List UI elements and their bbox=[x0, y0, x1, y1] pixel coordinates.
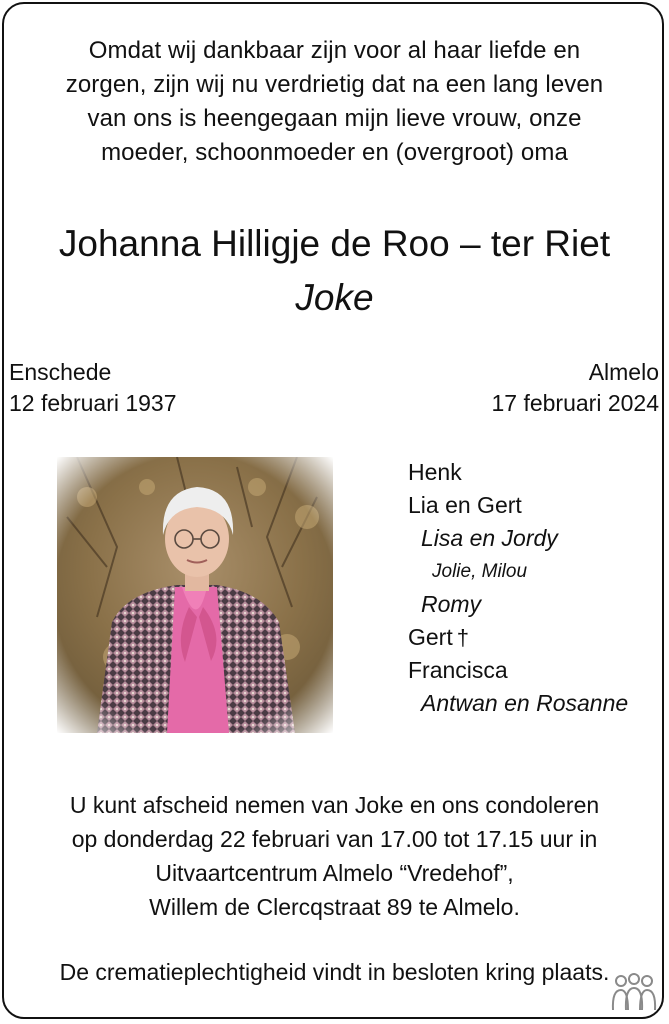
closing-text: De crematieplechtigheid vindt in besloten kring plaats. bbox=[59, 959, 610, 985]
grandchild-entry: Antwan en Rosanne bbox=[421, 690, 629, 716]
visitation-text bbox=[0, 788, 669, 924]
death-info bbox=[491, 357, 659, 419]
visitation-line: Willem de Clercqstraat 89 te Almelo. bbox=[149, 894, 520, 920]
deceased-nickname: Joke bbox=[295, 277, 374, 318]
visitation-line: Uitvaartcentrum Almelo “Vredehof”, bbox=[155, 860, 514, 886]
people-group-logo-icon bbox=[608, 972, 660, 1012]
intro-line: van ons is heengegaan mijn lieve vrouw, onze bbox=[87, 105, 582, 132]
intro-line: Omdat wij dankbaar zijn voor al haar liefde en bbox=[88, 37, 581, 64]
cross-icon: † bbox=[456, 625, 469, 650]
birth-date: 12 februari 1937 bbox=[9, 390, 177, 416]
family-member bbox=[408, 621, 628, 654]
grandchild-entry: Lisa en Jordy bbox=[421, 525, 558, 551]
grandchild-entry: Romy bbox=[421, 591, 482, 617]
death-date: 17 februari 2024 bbox=[491, 390, 659, 416]
deceased-name: Johanna Hilligje de Roo – ter Riet bbox=[58, 223, 611, 264]
family-member: Henk bbox=[408, 459, 462, 485]
death-place: Almelo bbox=[588, 359, 659, 385]
intro-line: zorgen, zijn wij nu verdrietig dat na een lang leven bbox=[65, 71, 604, 98]
family-member: Lia en Gert bbox=[408, 492, 522, 518]
portrait-photo bbox=[57, 457, 333, 733]
birth-info bbox=[9, 357, 177, 419]
birth-place: Enschede bbox=[9, 359, 112, 385]
intro-line: moeder, schoonmoeder en (overgroot) oma bbox=[101, 139, 568, 166]
family-list bbox=[408, 456, 628, 720]
family-member: Francisca bbox=[408, 657, 508, 683]
visitation-line: U kunt afscheid nemen van Joke en ons condoleren bbox=[69, 792, 600, 818]
visitation-line: op donderdag 22 februari van 17.00 tot 17.15 uur in bbox=[71, 826, 598, 852]
family-member-name: Gert bbox=[408, 624, 453, 650]
great-grandchild-entry: Jolie, Milou bbox=[432, 561, 528, 582]
intro-text bbox=[0, 34, 669, 170]
